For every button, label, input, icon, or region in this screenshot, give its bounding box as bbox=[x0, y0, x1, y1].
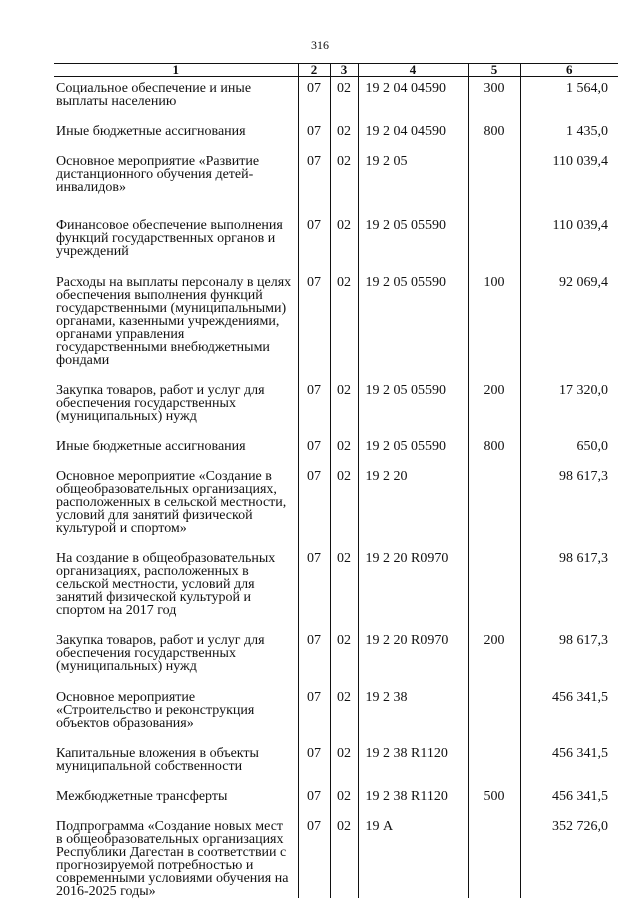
row-section: 02 bbox=[330, 815, 358, 898]
row-expense-type: 200 bbox=[468, 379, 520, 435]
row-section: 02 bbox=[330, 742, 358, 785]
row-amount: 92 069,4 bbox=[520, 271, 618, 379]
row-target-code: 19 А bbox=[358, 815, 468, 898]
row-name: Закупка товаров, работ и услуг для обеспечения государственных (муниципальных) нужд bbox=[56, 383, 265, 424]
row-chapter: 07 bbox=[298, 465, 330, 547]
row-amount: 98 617,3 bbox=[520, 547, 618, 629]
row-chapter: 07 bbox=[298, 120, 330, 150]
row-target-code: 19 2 05 bbox=[358, 150, 468, 214]
table-row bbox=[54, 77, 618, 121]
row-chapter: 07 bbox=[298, 77, 330, 121]
row-section: 02 bbox=[330, 379, 358, 435]
row-target-code: 19 2 05 05590 bbox=[358, 379, 468, 435]
row-chapter: 07 bbox=[298, 686, 330, 742]
header-col-3: 3 bbox=[330, 64, 358, 77]
table-row bbox=[54, 435, 618, 465]
row-expense-type bbox=[468, 686, 520, 742]
row-amount: 456 341,5 bbox=[520, 785, 618, 815]
row-amount: 650,0 bbox=[520, 435, 618, 465]
row-expense-type: 300 bbox=[468, 77, 520, 121]
row-name: Расходы на выплаты персоналу в целях обеспечения выполнения функций государственными (муниципальными) органами, казенными учреждениями, органами управления государственными внебюджетными фондами bbox=[56, 275, 292, 368]
row-target-code: 19 2 20 R0970 bbox=[358, 547, 468, 629]
header-col-6: 6 bbox=[520, 64, 618, 77]
row-target-code: 19 2 38 bbox=[358, 686, 468, 742]
row-section: 02 bbox=[330, 77, 358, 121]
row-expense-type bbox=[468, 742, 520, 785]
table-row bbox=[54, 547, 618, 629]
row-amount: 110 039,4 bbox=[520, 214, 618, 271]
row-amount: 1 564,0 bbox=[520, 77, 618, 121]
row-chapter: 07 bbox=[298, 785, 330, 815]
row-section: 02 bbox=[330, 271, 358, 379]
row-name: Основное мероприятие «Строительство и реконструкция объектов образования» bbox=[56, 690, 255, 731]
row-name: Иные бюджетные ассигнования bbox=[56, 124, 246, 139]
row-name: Основное мероприятие «Развитие дистанционного обучения детей-инвалидов» bbox=[56, 154, 260, 195]
row-target-code: 19 2 38 R1120 bbox=[358, 742, 468, 785]
table-row bbox=[54, 214, 618, 271]
row-section: 02 bbox=[330, 686, 358, 742]
row-name: Подпрограмма «Создание новых мест в общеобразовательных организациях Республики Дагестан в соответствии с прогнозируемой потребностью и современными условиями обучения на 2016-2025 годы» bbox=[56, 819, 289, 899]
row-amount: 1 435,0 bbox=[520, 120, 618, 150]
row-name: На создание в общеобразовательных организациях, расположенных в сельской местности, условий для занятий физической культурой и спортом на 2017 год bbox=[56, 551, 276, 618]
table-row bbox=[54, 815, 618, 898]
row-expense-type bbox=[468, 214, 520, 271]
row-expense-type bbox=[468, 150, 520, 214]
header-col-1: 1 bbox=[54, 64, 298, 77]
row-section: 02 bbox=[330, 150, 358, 214]
row-section: 02 bbox=[330, 629, 358, 686]
row-target-code: 19 2 04 04590 bbox=[358, 77, 468, 121]
table-row bbox=[54, 150, 618, 214]
row-target-code: 19 2 04 04590 bbox=[358, 120, 468, 150]
header-row bbox=[54, 64, 618, 77]
row-target-code: 19 2 05 05590 bbox=[358, 435, 468, 465]
table-row bbox=[54, 629, 618, 686]
row-chapter: 07 bbox=[298, 547, 330, 629]
table-row bbox=[54, 686, 618, 742]
row-expense-type: 200 bbox=[468, 629, 520, 686]
row-section: 02 bbox=[330, 214, 358, 271]
row-chapter: 07 bbox=[298, 742, 330, 785]
row-chapter: 07 bbox=[298, 379, 330, 435]
row-chapter: 07 bbox=[298, 629, 330, 686]
row-name: Закупка товаров, работ и услуг для обеспечения государственных (муниципальных) нужд bbox=[56, 633, 265, 674]
row-expense-type bbox=[468, 547, 520, 629]
row-name: Финансовое обеспечение выполнения функций государственных органов и учреждений bbox=[56, 218, 283, 259]
header-col-5: 5 bbox=[468, 64, 520, 77]
row-expense-type bbox=[468, 815, 520, 898]
row-amount: 110 039,4 bbox=[520, 150, 618, 214]
row-amount: 17 320,0 bbox=[520, 379, 618, 435]
row-chapter: 07 bbox=[298, 271, 330, 379]
table-row bbox=[54, 742, 618, 785]
header-col-4: 4 bbox=[358, 64, 468, 77]
row-expense-type bbox=[468, 465, 520, 547]
row-chapter: 07 bbox=[298, 150, 330, 214]
row-amount: 98 617,3 bbox=[520, 629, 618, 686]
row-amount: 352 726,0 bbox=[520, 815, 618, 898]
table-row bbox=[54, 120, 618, 150]
budget-table bbox=[54, 63, 618, 898]
row-name: Социальное обеспечение и иные выплаты населению bbox=[56, 81, 252, 109]
row-name: Капитальные вложения в объекты муниципальной собственности bbox=[56, 746, 259, 774]
row-amount: 98 617,3 bbox=[520, 465, 618, 547]
row-chapter: 07 bbox=[298, 214, 330, 271]
row-target-code: 19 2 38 R1120 bbox=[358, 785, 468, 815]
row-section: 02 bbox=[330, 547, 358, 629]
row-section: 02 bbox=[330, 465, 358, 547]
row-section: 02 bbox=[330, 785, 358, 815]
row-expense-type: 800 bbox=[468, 120, 520, 150]
row-section: 02 bbox=[330, 120, 358, 150]
table-row bbox=[54, 379, 618, 435]
row-expense-type: 800 bbox=[468, 435, 520, 465]
row-expense-type: 500 bbox=[468, 785, 520, 815]
row-section: 02 bbox=[330, 435, 358, 465]
row-name: Межбюджетные трансферты bbox=[56, 789, 228, 804]
row-amount: 456 341,5 bbox=[520, 742, 618, 785]
row-chapter: 07 bbox=[298, 435, 330, 465]
row-amount: 456 341,5 bbox=[520, 686, 618, 742]
row-name: Иные бюджетные ассигнования bbox=[56, 439, 246, 454]
row-target-code: 19 2 05 05590 bbox=[358, 214, 468, 271]
row-name: Основное мероприятие «Создание в общеобразовательных организациях, расположенных в сельской местности, условий для занятий физической культурой и спортом» bbox=[56, 469, 287, 536]
table-row bbox=[54, 271, 618, 379]
row-expense-type: 100 bbox=[468, 271, 520, 379]
table-row bbox=[54, 465, 618, 547]
page-number: 316 bbox=[311, 38, 329, 52]
row-target-code: 19 2 20 R0970 bbox=[358, 629, 468, 686]
header-col-2: 2 bbox=[298, 64, 330, 77]
table-row bbox=[54, 785, 618, 815]
row-target-code: 19 2 05 05590 bbox=[358, 271, 468, 379]
row-chapter: 07 bbox=[298, 815, 330, 898]
row-target-code: 19 2 20 bbox=[358, 465, 468, 547]
